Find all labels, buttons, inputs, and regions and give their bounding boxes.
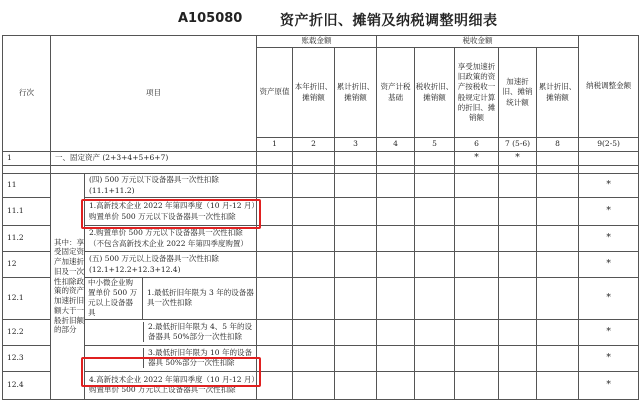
sub-group-label: 中小微企业购置单价 500 万元以上设备器具 <box>85 278 143 319</box>
row-item-11: (四) 500 万元以下设备器具一次性扣除 (11.1+11.2) <box>85 174 257 198</box>
row-item-12-3-cell <box>85 345 257 371</box>
row-seq: 1 <box>3 152 51 166</box>
header-item: 项目 <box>51 36 257 152</box>
row-seq: 11.2 <box>3 226 51 252</box>
row-item-12-3: 3.最低折旧年限为 10 年的设备器具 50%部分一次性扣除 <box>148 347 252 367</box>
col-num-9: 9(2-5) <box>579 138 639 152</box>
row-11-2-star: * <box>579 226 639 252</box>
row-12-2-star: * <box>579 319 639 345</box>
row-seq: 11 <box>3 174 51 198</box>
row-12-star: * <box>579 252 639 278</box>
row-1-star-6: * <box>455 152 499 166</box>
header-tax-group: 税收金额 <box>377 36 579 48</box>
row-seq: 12.1 <box>3 278 51 320</box>
row-seq: 11.1 <box>3 198 51 226</box>
row-item-12-1: 1.最低折旧年限为 3 年的设备器具一次性扣除 <box>147 288 254 308</box>
row-item-11-1: 1.高新技术企业 2022 年第四季度（10 月-12 月）购置单价 500 万元以下设备器具一次性扣除 <box>85 198 257 226</box>
col-num-2: 2 <box>293 138 335 152</box>
row-12-1-star: * <box>579 278 639 320</box>
row-item-12-2: 2.最低折旧年限为 4、5 年的设备器具 50%部分一次性扣除 <box>148 321 252 341</box>
header-seq: 行次 <box>3 36 51 152</box>
header-col-5: 税收折旧、摊销额 <box>415 48 455 138</box>
header-col-3: 累计折旧、摊销额 <box>335 48 377 138</box>
header-col-8: 累计折旧、摊销额 <box>537 48 579 138</box>
row-12-4-star: * <box>579 371 639 399</box>
col-num-3: 3 <box>335 138 377 152</box>
col-num-5: 5 <box>415 138 455 152</box>
col-num-4: 4 <box>377 138 415 152</box>
row-item-12: (五) 500 万元以上设备器具一次性扣除 (12.1+12.2+12.3+12.4) <box>85 252 257 278</box>
left-group-label: 其中：享受固定资产加速折旧及一次性扣除政策的资产加速折旧额大于一般折旧额的部分 <box>51 174 85 400</box>
row-11-1-star: * <box>579 198 639 226</box>
header-tax-adjust: 纳税调整金额 <box>579 36 639 138</box>
row-seq: 12.2 <box>3 319 51 345</box>
row-item-11-2: 2.购置单价 500 万元以下设备器具一次性扣除（不包含高新技术企业 2022 年第四季度购置） <box>85 226 257 252</box>
depreciation-table <box>2 35 639 400</box>
header-book-group: 账载金额 <box>257 36 377 48</box>
header-col-4: 资产计税基础 <box>377 48 415 138</box>
row-11-star: * <box>579 174 639 198</box>
row-item-12-1-cell <box>85 278 257 320</box>
header-col-7: 加速折旧、摊销统计额 <box>499 48 537 138</box>
header-col-6: 享受加速折旧政策的资产按税收一般规定计算的折旧、摊销额 <box>455 48 499 138</box>
col-num-8: 8 <box>537 138 579 152</box>
form-code: A105080 <box>178 11 243 26</box>
header-col-2: 本年折旧、摊销额 <box>293 48 335 138</box>
form-title: 资产折旧、摊销及纳税调整明细表 <box>280 13 498 29</box>
row-seq: 12.3 <box>3 345 51 371</box>
row-seq: 12 <box>3 252 51 278</box>
col-num-7: 7 (5-6) <box>499 138 537 152</box>
col-num-6: 6 <box>455 138 499 152</box>
row-item-fixed-assets: 一、固定资产 (2+3+4+5+6+7) <box>51 152 257 166</box>
row-12-3-star: * <box>579 345 639 371</box>
header-col-1: 资产原值 <box>257 48 293 138</box>
row-item-12-2-cell <box>85 319 257 345</box>
row-item-12-4: 4.高新技术企业 2022 年第四季度（10 月-12 月）购置单价 500 万元以上设备器具一次性扣除 <box>85 371 257 399</box>
row-1-star-7: * <box>499 152 537 166</box>
row-seq: 12.4 <box>3 371 51 399</box>
col-num-1: 1 <box>257 138 293 152</box>
